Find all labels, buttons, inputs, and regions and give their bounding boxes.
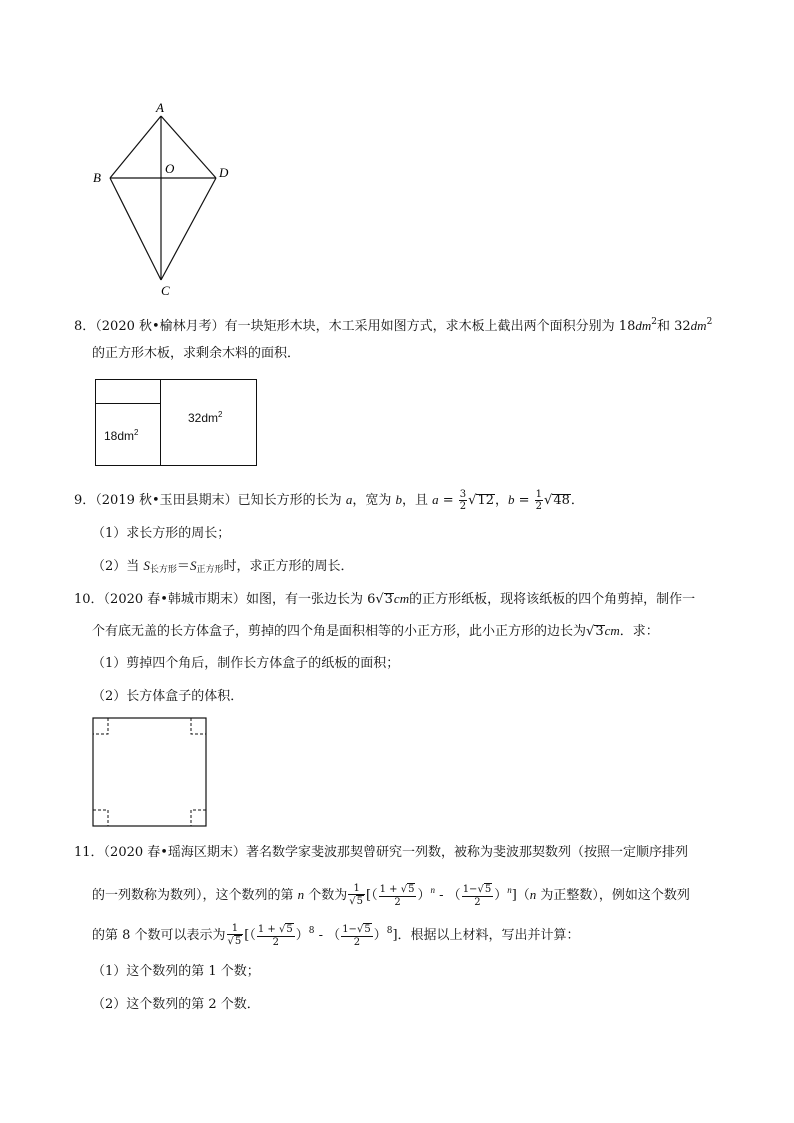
q11-phi-8: $\frac{1 + √5}{2}$ <box>257 924 293 948</box>
q8-square-32 <box>160 380 161 465</box>
q11-line2: 的一列数称为数列），这个数列的第 n 个数为 $\frac{1}{√5}$ [（ $\frac{1 + √5}{2}$ ）$^n$ - （ $\frac{1-√5}{2}$ ）$^n$]（n 为正整数），例如这个数列 <box>92 883 690 908</box>
q10-cut-top-left <box>93 718 108 734</box>
edge-BC <box>110 178 161 280</box>
q8-unit1: dm <box>635 318 652 333</box>
q8-source: （2020 秋•榆林月考） <box>95 319 225 334</box>
q9-frac1: $\frac{3}{2}$ <box>459 489 467 512</box>
q10-cut-top-right <box>191 718 206 734</box>
q10-figure <box>92 717 208 829</box>
q10-paper-square <box>93 718 206 826</box>
edge-AB <box>110 116 161 178</box>
q9-frac2: $\frac{1}{2}$ <box>535 489 543 512</box>
label-C: C <box>161 283 170 298</box>
q11-coef: $\frac{1}{√5}$ <box>349 883 364 907</box>
q10-sqrt3a: √3 <box>375 592 393 607</box>
q10-cut-bottom-right <box>191 810 206 826</box>
q9-text1: 已知长方形的长为 <box>237 493 346 508</box>
label-B: B <box>93 170 101 185</box>
q8-text1: 有一块矩形木块，木工采用如图方式，求木板上截出两个面积分别为 18 <box>224 319 636 334</box>
q10-source: （2020 春•韩城市期末） <box>103 592 246 607</box>
q10-number: 10． <box>74 592 104 607</box>
q11-text1: 著名数学家斐波那契曾研究一列数，被称为斐波那契数列（按照一定顺序排列 <box>245 845 688 860</box>
q9-sep: ， <box>494 493 508 508</box>
q8-text2: 和 32 <box>656 319 691 334</box>
label-A: A <box>156 100 164 115</box>
q8-number: 8． <box>74 319 96 334</box>
q8-line1 <box>74 313 712 336</box>
q11-part1: （1）这个数列的第 1 个数； <box>92 964 260 979</box>
q8-sup2: 2 <box>706 317 713 327</box>
q11-phi: $\frac{1 + √5}{2}$ <box>379 884 415 908</box>
q8-text3: 的正方形木板，求剩余木料的面积． <box>92 346 301 361</box>
q9-text3: ，且 <box>401 493 433 508</box>
q10-line2: 个有底无盖的长方体盒子，剪掉的四个角是面积相等的小正方形，此小正方形的边长为√3cm．求： <box>92 623 659 639</box>
q10-sqrt3b: √3 <box>586 624 604 639</box>
q9-line1 <box>74 489 584 512</box>
q10-text1: 如图，有一张边长为 6 <box>245 592 376 607</box>
q11-psi-8: $\frac{1-√5}{2}$ <box>342 924 371 948</box>
q9-source: （2019 秋•玉田县期末） <box>95 493 238 508</box>
q11-number: 11． <box>74 845 104 860</box>
q10-part2: （2）长方体盒子的体积． <box>92 689 244 704</box>
q9-var-b2: b <box>508 492 515 507</box>
q8-square-18 <box>96 403 161 404</box>
q10-cut-bottom-left <box>93 810 108 826</box>
kite-figure <box>85 100 245 300</box>
q11-psi: $\frac{1-√5}{2}$ <box>462 884 492 908</box>
q9-eq1: = <box>438 493 458 508</box>
q10-part1: （1）剪掉四个角后，制作长方体盒子的纸板的面积； <box>92 656 400 671</box>
q10-unit1: cm <box>393 591 410 606</box>
q9-part1: （1）求长方形的周长； <box>92 526 231 541</box>
q11-coef-8: $\frac{1}{√5}$ <box>227 923 242 947</box>
q9-var-a: a <box>345 492 353 507</box>
q8-figure <box>95 379 257 466</box>
q9-end: ． <box>570 493 584 508</box>
q9-eq2: = <box>514 493 534 508</box>
q9-number: 9． <box>74 493 96 508</box>
q9-sqrt12: √12 <box>468 493 494 508</box>
q9-sqrt48: √48 <box>544 493 570 508</box>
q8-line2 <box>92 345 300 363</box>
label-D: D <box>219 165 229 180</box>
q11-line3: 的第 8 个数可以表示为 $\frac{1}{√5}$ [（ $\frac{1 + √5}{2}$ ）$^8$ - （ $\frac{1-√5}{2}$ ）$^8$]．根据以上材料，写出并计算： <box>92 923 580 948</box>
edge-DC <box>161 178 216 280</box>
q8-unit2: dm <box>690 318 707 333</box>
q8-label-32: $32dm^2$ <box>188 410 223 425</box>
q11-source: （2020 春•瑶海区期末） <box>103 845 246 860</box>
q8-sup1: 2 <box>651 317 657 327</box>
q10-line1 <box>74 590 695 609</box>
label-O: O <box>165 161 175 176</box>
q8-label-18: $18dm^2$ <box>104 428 139 443</box>
q9-var-b: b <box>395 492 402 507</box>
q9-text2: ，宽为 <box>352 493 396 508</box>
q9-part2: （2）当 $S_{长方形}=S_{正方形}$时，求正方形的周长． <box>92 558 354 575</box>
q11-line1 <box>74 844 688 862</box>
q11-part2: （2）这个数列的第 2 个数． <box>92 997 260 1012</box>
q10-text2: 的正方形纸板，现将该纸板的四个角剪掉，制作一 <box>409 592 696 607</box>
q9-var-a2: a <box>432 492 439 507</box>
